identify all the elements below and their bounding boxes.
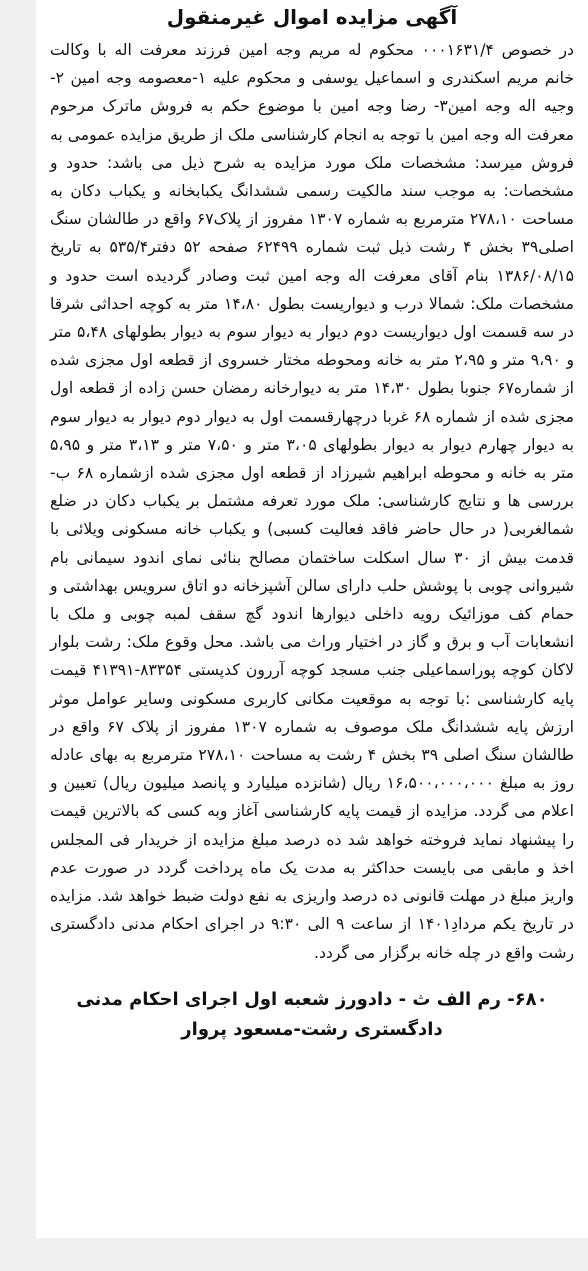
footer-line-1: ۶۸۰- رم الف ث - دادورز شعبه اول اجرای احکام مدنی bbox=[76, 988, 548, 1010]
notice-footer bbox=[50, 985, 574, 1045]
notice-headline: آگهی مزایده اموال غیرمنقول bbox=[166, 5, 458, 29]
newspaper-clipping bbox=[36, 0, 588, 1238]
footer-line-2: دادگستری رشت-مسعود پروار bbox=[181, 1018, 443, 1040]
notice-body: در خصوص ۰۰۰۱۶۳۱/۴ محکوم له مریم وجه امین فرزند معرفت اله با وکالت خانم مریم اسکندری و اسماعیل یوسفی و محکوم علیه ۱-معصومه وجه امین ۲-وجیه اله وجه امین۳- رضا وجه امین با موضوع حکم به فروش ماترک مرحوم معرفت اله وجه امین با توجه به انجام کارشناسی ملک از طریق مزایده عمومی به فروش میرسد: مشخصات ملک مورد مزایده به شرح ذیل می باشد: حدود و مشخصات: به موجب سند مالکیت رسمی ششدانگ یکبابخانه و یکباب دکان به مساحت ۲۷۸،۱۰ مترمربع به شماره ۱۳۰۷ مفروز از پلاک۶۷ واقع در طالشان سنگ اصلی۳۹ بخش ۴ رشت ذیل ثبت شماره ۶۲۴۹۹ صفحه ۵۲ دفتر۵۳۵/۴ به تاریخ ۱۳۸۶/۰۸/۱۵ بنام آقای معرفت اله وجه امین ثبت وصادر گردیده است حدود و مشخصات ملک: شمالا درب و دیواریست بطول ۱۴،۸۰ متر به کوچه احداثی شرقا در سه قسمت اول دیواریست دوم دیوار به دیوار سوم به دیوار بطولهای ۵،۴۸ متر و ۹،۹۰ متر و ۲،۹۵ متر به خانه ومحوطه مختار خسروی از قطعه اول مجزی شده از شماره۶۷ جنوبا بطول ۱۴،۳۰ متر به دیوارخانه رمضان حسن زاده از قطعه اول مجزی شده از شماره ۶۸ غربا درچهارقسمت اول به دیوار دوم دیوار به دیوار سوم به دیوار چهارم دیوار به دیوار بطولهای ۳،۰۵ متر و ۷،۵۰ متر و ۳،۱۳ متر و ۵،۹۵ متر به خانه و محوطه ابراهیم شیرزاد از قطعه اول مجزی شده ازشماره ۶۸ ب- بررسی ها و نتایج کارشناسی: ملک مورد تعرفه مشتمل بر یکباب دکان در ضلع شمالغربی( در حال حاضر فاقد فعالیت کسبی) و یکباب خانه مسکونی ویلائی با قدمت بیش از ۳۰ سال اسکلت ساختمان مصالح بنائی نمای اندود سیمانی بام شیروانی چوبی با پوشش حلب دارای سالن آشپزخانه دو اتاق سرویس بهداشتی و حمام کف موزائیک رویه داخلی دیوارها اندود گچ سقف لمبه چوبی و ملک با انشعابات آب و برق و گاز در اختیار وراث می باشد. محل وقوع ملک: رشت بلوار لاکان کوچه پوراسماعیلی جنب مسجد کوچه آررون کدپستی ۸۳۳۵۴-۴۱۳۹۱ قیمت پایه کارشناسی :با توجه به موقعیت مکانی کاربری مسکونی وسایر عوامل موثر ارزش پایه ششدانگ ملک موصوف به شماره ۱۳۰۷ مفروز از پلاک ۶۷ واقع در طالشان سنگ اصلی ۳۹ بخش ۴ رشت به مساحت ۲۷۸،۱۰ مترمربع به بهای عادله روز به مبلغ ۱۶،۵۰۰،۰۰۰،۰۰۰ ریال (شانزده میلیارد و پانصد میلیون ریال) تعیین و اعلام می گردد. مزایده از قیمت پایه کارشناسی آغاز وبه کسی که بالاترین قیمت را پیشنهاد نماید فروخته خواهد شد ده درصد مبلغ مزایده از خریدار فی المجلس اخذ و مابقی می بایست حداکثر به مدت یک ماه پرداخت گردد در صورت عدم واریز مبلغ در مهلت قانونی ده درصد واریزی به نفع دولت ضبط خواهد شد. مزایده در تاریخ یکم مردادِ۱۴۰۱ از ساعت ۹ الی ۹:۳۰ در اجرای احکام مدنی دادگستری رشت واقع در چله خانه برگزار می گردد. bbox=[50, 41, 575, 962]
